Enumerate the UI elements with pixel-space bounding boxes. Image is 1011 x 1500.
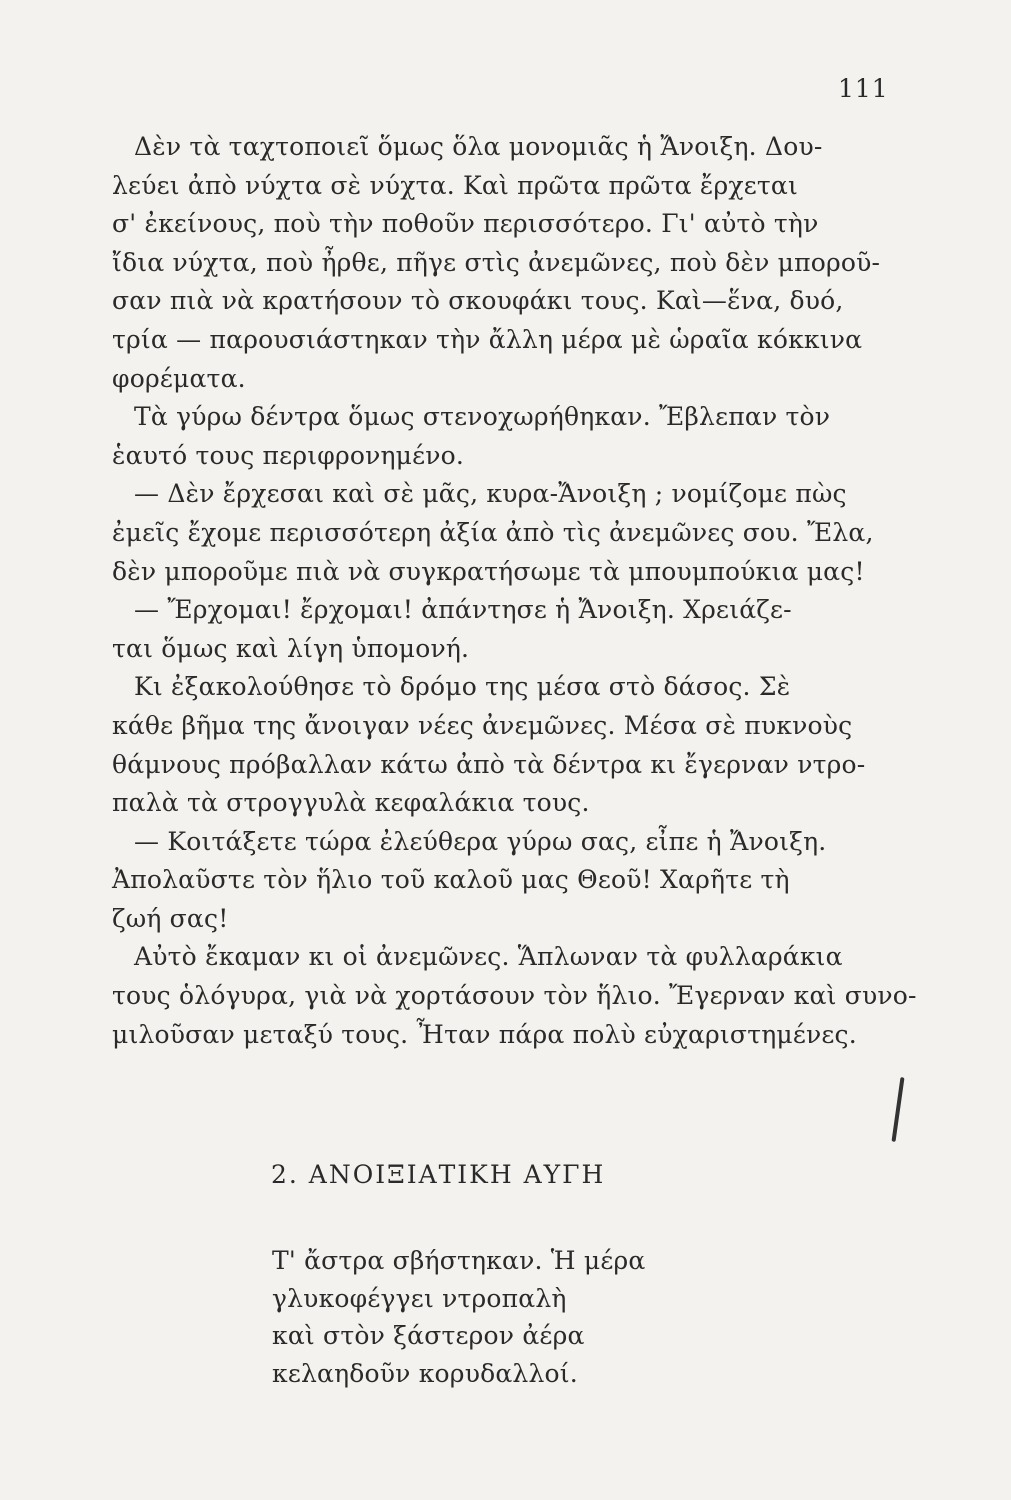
text-line: Δὲν τὰ ταχτοποιεῖ ὅμως ὅλα μονομιᾶς ἡ Ἄνοιξη. Δου- bbox=[134, 132, 823, 161]
text-line: ζωή σας! bbox=[112, 903, 229, 933]
poem-line: καὶ στὸν ξάστερον ἀέρα bbox=[272, 1321, 585, 1350]
page-number: 111 bbox=[838, 74, 889, 103]
text-line: φορέματα. bbox=[112, 363, 246, 393]
text-line: θάμνους πρόβαλλαν κάτω ἀπὸ τὰ δέντρα κι ἔγερναν ντρο- bbox=[112, 749, 866, 779]
text-line: ἑαυτό τους περιφρονημένο. bbox=[112, 440, 465, 470]
text-line: ται ὅμως καὶ λίγη ὑπομονή. bbox=[112, 633, 470, 663]
text-line: παλὰ τὰ στρογγυλὰ κεφαλάκια τους. bbox=[112, 788, 590, 818]
text-line: τους ὁλόγυρα, γιὰ νὰ χορτάσουν τὸν ἥλιο. Ἔγερναν καὶ συνο- bbox=[112, 981, 917, 1011]
text-line: Αὐτὸ ἔκαμαν κι οἱ ἀνεμῶνες. Ἅπλωναν τὰ φυλλαράκια bbox=[134, 942, 843, 972]
text-line: τρία — παρουσιάστηκαν τὴν ἄλλη μέρα μὲ ὡραῖα κόκκινα bbox=[112, 324, 863, 354]
poem-line: Τ' ἄστρα σβήστηκαν. Ἡ μέρα bbox=[272, 1246, 646, 1275]
section-title: 2. ΑΝΟΙΞΙΑΤΙΚΗ ΑΥΓΗ bbox=[271, 1160, 606, 1189]
poem-line: γλυκοφέγγει ντροπαλὴ bbox=[272, 1283, 567, 1313]
text-line: κάθε βῆμα της ἄνοιγαν νέες ἀνεμῶνες. Μέσα σὲ πυκνοὺς bbox=[112, 710, 853, 740]
text-line: μιλοῦσαν μεταξύ τους. Ἦταν πάρα πολὺ εὐχαριστημένες. bbox=[112, 1019, 857, 1049]
text-line: Τὰ γύρω δέντρα ὅμως στενοχωρήθηκαν. Ἔβλεπαν τὸν bbox=[134, 402, 831, 432]
margin-pencil-mark bbox=[891, 1077, 904, 1142]
poem-line: κελαηδοῦν κορυδαλλοί. bbox=[272, 1358, 578, 1388]
text-line: σαν πιὰ νὰ κρατήσουν τὸ σκουφάκι τους. Καὶ—ἕνα, δυό, bbox=[112, 286, 844, 316]
prose-body bbox=[112, 128, 917, 1054]
text-line: — Ἔρχομαι! ἔρχομαι! ἀπάντησε ἡ Ἄνοιξη. Χρειάζε- bbox=[134, 595, 792, 625]
text-line: ἴδια νύχτα, ποὺ ἦρθε, πῆγε στὶς ἀνεμῶνες, ποὺ δὲν μποροῦ- bbox=[112, 247, 881, 277]
text-line: Κι ἐξακολούθησε τὸ δρόμο της μέσα στὸ δάσος. Σὲ bbox=[134, 672, 791, 702]
text-line: σ' ἐκείνους, ποὺ τὴν ποθοῦν περισσότερο. Γι' αὐτὸ τὴν bbox=[112, 209, 819, 239]
text-line: — Κοιτάξετε τώρα ἐλεύθερα γύρω σας, εἶπε ἡ Ἄνοιξη. bbox=[134, 826, 827, 856]
poem bbox=[272, 1242, 646, 1392]
text-line: δὲν μποροῦμε πιὰ νὰ συγκρατήσωμε τὰ μπουμπούκια μας! bbox=[112, 556, 865, 586]
text-line: — Δὲν ἔρχεσαι καὶ σὲ μᾶς, κυρα-Ἄνοιξη ; νομίζομε πὼς bbox=[134, 479, 847, 509]
text-line: Ἀπολαῦστε τὸν ἥλιο τοῦ καλοῦ μας Θεοῦ! Χαρῆτε τὴ bbox=[112, 865, 790, 895]
text-line: λεύει ἀπὸ νύχτα σὲ νύχτα. Καὶ πρῶτα πρῶτα ἔρχεται bbox=[112, 170, 798, 200]
text-line: ἐμεῖς ἔχομε περισσότερη ἀξία ἀπὸ τὶς ἀνεμῶνες σου. Ἔλα, bbox=[112, 517, 874, 547]
